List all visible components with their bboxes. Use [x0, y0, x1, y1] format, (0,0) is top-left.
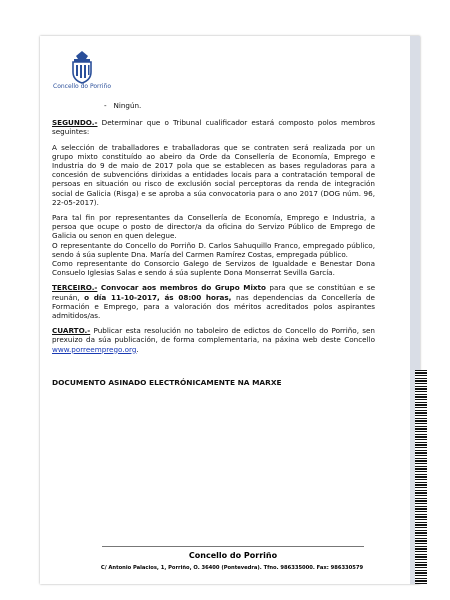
footer-divider	[102, 546, 364, 547]
terceiro-bold-1: Convocar aos membros do Grupo Mixto	[100, 283, 266, 293]
paragraph-1: A selección de traballadores e traballadoras que se contraten será realizada por un grupo mixto constituído ao abeiro da Orde da Consellería de Economía, Emprego e Industria do 9 de maio de 2017 pola que se establecen as bases reguladoras para a concesión de subvencións dirixidas a entidades locais para a contratación temporal de persoas en situación ou risco de exclusión social perceptoras da renda de integración social de Galicia (Risga) e se aproba a súa convocatoria para o ano 2017 (DOG núm. 96, 22-05-2017).	[52, 142, 375, 207]
website-link[interactable]: www.porreemprego.org	[52, 344, 137, 354]
barcode-image	[415, 370, 427, 584]
cuarto-text: Publicar esta resolución no taboleiro de edictos do Concello do Porriño, sen prexuizo da súa publicación, de forma complementaria, na páxina web deste Concello	[52, 326, 375, 345]
paragraph-4: Como representante do Consorcio Galego de Servizos de Igualdade e Benestar Dona Consuelo Iglesias Salas e sendo á súa suplente Dona Monserrat Sevilla García.	[52, 259, 375, 278]
bullet-item	[104, 101, 375, 110]
segundo-heading: SEGUNDO.-	[52, 118, 98, 128]
cuarto-heading: CUARTO.-	[52, 326, 91, 336]
cuarto-end: .	[136, 344, 139, 354]
signed-notice: DOCUMENTO ASINADO ELECTRÓNICAMENTE NA MARXE	[52, 377, 282, 387]
segundo-text: Determinar que o Tribunal cualificador estará composto polos membros seguintes:	[52, 118, 375, 137]
terceiro-bold-2: o día 11-10-2017, ás 08:00 horas,	[84, 292, 232, 302]
terceiro-paragraph	[52, 283, 375, 320]
logo-caption: Concello do Porriño	[53, 83, 111, 90]
crest-icon	[62, 50, 102, 84]
footer-address: C/ Antonio Palacios, 1, Porriño, O. 36400 (Pontevedra). Tfno. 986335000. Fax: 986330579	[100, 565, 364, 571]
terceiro-heading: TERCEIRO.-	[52, 283, 98, 293]
bullet-mark: -	[104, 101, 107, 110]
segundo-paragraph	[52, 118, 375, 136]
terceiro-text-2: nas dependencias da Concellería de Formación e Emprego, para a valoración dos méritos acreditados polos aspirantes admitidos/as.	[52, 292, 375, 321]
paragraph-3: O representante do Concello do Porriño D. Carlos Sahuquillo Franco, empregado público, sendo á súa suplente Dna. María del Carmen Ramírez Costas, empregada público.	[52, 240, 375, 259]
paragraph-2: Para tal fin por representantes da Consellería de Economía, Emprego e Industria, a persoa que ocupe o posto de director/a da oficina do Servizo Público de Emprego de Galicia ou senon en quen delegue.	[52, 213, 375, 241]
footer-org-name: Concello do Porriño	[188, 551, 278, 560]
terceiro-text-1: para que se constitúan e se reunán,	[52, 283, 376, 302]
document-body	[52, 101, 375, 387]
cuarto-paragraph	[52, 326, 375, 354]
bullet-text: Ningún.	[113, 101, 142, 110]
